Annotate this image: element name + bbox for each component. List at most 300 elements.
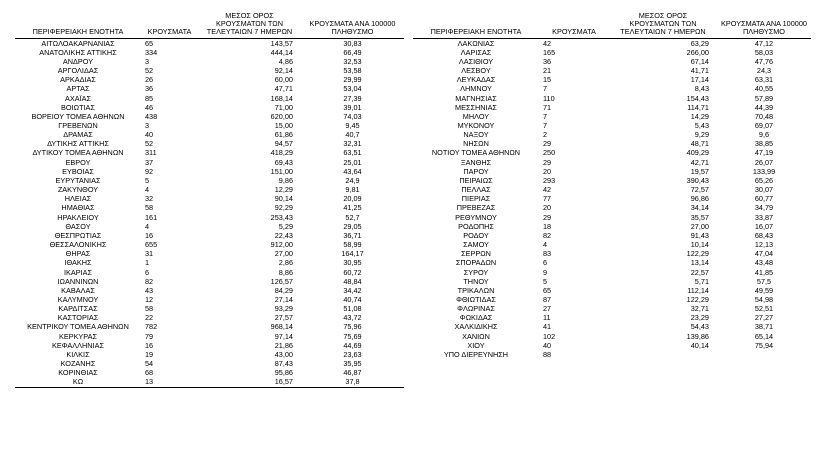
cases-cell: 54: [145, 359, 154, 369]
per100k-cell: 24,3: [756, 66, 772, 76]
region-name-cell: ΡΟΔΟΥ: [463, 230, 489, 240]
region-name-cell: ΛΕΥΚΑΔΑΣ: [456, 75, 496, 85]
avg7-cell: 266,00: [686, 47, 709, 57]
cases-cell: 161: [145, 212, 158, 222]
avg7-cell: 444,14: [270, 47, 293, 57]
per100k-cell: 69,07: [754, 121, 774, 131]
avg7-cell: 968,14: [270, 322, 293, 332]
per100k-cell: 38,71: [754, 322, 774, 332]
per100k-cell: 39,01: [343, 102, 362, 112]
region-name-cell: ΔΡΑΜΑΣ: [63, 130, 93, 140]
per100k-cell: 75,69: [343, 331, 362, 341]
region-name-cell: ΑΡΤΑΣ: [66, 84, 90, 94]
cases-cell: 83: [543, 249, 552, 259]
cases-cell: 40: [145, 130, 154, 140]
cases-cell: 37: [145, 157, 154, 167]
region-name-cell: ΕΥΒΟΙΑΣ: [62, 166, 94, 176]
cases-cell: 58: [145, 304, 154, 314]
cases-cell: 27: [543, 304, 552, 314]
region-name-cell: ΕΥΡΥΤΑΝΙΑΣ: [55, 175, 101, 185]
per100k-cell: 75,96: [343, 322, 362, 332]
per100k-cell: 37,8: [301, 377, 404, 387]
avg7-cell: 9,86: [278, 175, 293, 185]
table-row: [15, 112, 404, 121]
cases-cell: 42: [543, 38, 552, 48]
region-name-cell: ΠΡΕΒΕΖΑΣ: [456, 203, 496, 213]
cases-cell: 68: [145, 368, 154, 378]
per100k-cell: 58,99: [343, 240, 362, 250]
avg7-cell: 418,29: [270, 148, 293, 158]
per100k-cell: 43,48: [754, 258, 774, 268]
avg7-cell: 14,29: [690, 111, 709, 121]
table-row: [413, 258, 811, 267]
region-name-cell: ΑΙΤΩΛΟΑΚΑΡΝΑΝΙΑΣ: [41, 38, 115, 48]
region-name-cell: ΛΑΚΩΝΙΑΣ: [457, 38, 495, 48]
region-name-cell: ΣΥΡΟΥ: [463, 267, 489, 277]
per100k-cell: 60,72: [343, 267, 362, 277]
avg7-cell: 54,43: [690, 322, 709, 332]
cases-cell: 65: [145, 38, 154, 48]
region-name-cell: ΙΩΑΝΝΙΝΩΝ: [57, 276, 99, 286]
region-name-cell: ΖΑΚΥΝΘΟΥ: [57, 185, 99, 195]
per100k-cell: 70,48: [754, 111, 774, 121]
left-table-body: [15, 38, 404, 387]
cases-cell: 16: [145, 230, 154, 240]
avg7-cell: 84,29: [274, 285, 293, 295]
per100k-cell: 27,27: [754, 313, 774, 323]
cases-cell: 36: [543, 56, 552, 66]
per100k-cell: 43,72: [343, 313, 362, 323]
avg7-cell: 151,00: [270, 166, 293, 176]
table-row: [15, 176, 404, 185]
per100k-cell: 41,85: [754, 267, 774, 277]
avg7-cell: 63,29: [690, 38, 709, 48]
table-row: [15, 38, 404, 48]
table-row: [15, 304, 404, 313]
per100k-cell: 12,13: [754, 240, 774, 250]
cases-cell: 18: [543, 221, 552, 231]
avg7-cell: 126,57: [270, 276, 293, 286]
avg7-cell: 41,71: [690, 66, 709, 76]
region-name-cell: ΡΟΔΟΠΗΣ: [458, 221, 494, 231]
table-row: [413, 112, 811, 121]
cases-cell: 6: [145, 267, 150, 277]
table-row: [15, 121, 404, 130]
table-row: [15, 66, 404, 75]
avg7-cell: 168,14: [270, 93, 293, 103]
region-name-cell: ΦΛΩΡΙΝΑΣ: [457, 304, 495, 314]
avg7-cell: 409,29: [686, 148, 709, 158]
column-header-cases: ΚΡΟΥΣΜΑΤΑ: [539, 12, 609, 38]
cases-cell: 5: [145, 175, 150, 185]
per100k-cell: 53,58: [343, 66, 362, 76]
table-row: [15, 350, 404, 359]
per100k-cell: 30,83: [343, 38, 362, 48]
avg7-cell: 94,57: [274, 139, 293, 149]
per100k-cell: 47,04: [754, 249, 774, 259]
avg7-cell: 4,86: [278, 56, 293, 66]
cases-cell: 40: [543, 340, 552, 350]
region-name-cell: ΜΥΚΟΝΟΥ: [457, 121, 495, 131]
per100k-cell: 65,26: [754, 175, 774, 185]
per100k-cell: 9,81: [345, 185, 360, 195]
per100k-cell: 68,43: [754, 230, 774, 240]
cases-cell: 7: [543, 84, 548, 94]
table-row: [15, 322, 404, 331]
avg7-cell: 90,14: [274, 194, 293, 204]
cases-cell: 20: [543, 166, 552, 176]
table-row: [15, 359, 404, 368]
avg7-cell: 91,43: [690, 230, 709, 240]
avg7-cell: 61,86: [274, 130, 293, 140]
region-name-cell: ΚΕΡΚΥΡΑΣ: [58, 331, 98, 341]
column-header-avg7: ΜΕΣΟΣ ΟΡΟΣ ΚΡΟΥΣΜΑΤΩΝ ΤΩΝ ΤΕΛΕΥΤΑΙΩΝ 7 ΗΜΕΡΩΝ: [609, 12, 717, 38]
cases-cell: 7: [543, 121, 548, 131]
region-name-cell: ΚΟΡΙΝΘΙΑΣ: [58, 368, 98, 378]
avg7-cell: 5,29: [278, 221, 293, 231]
per100k-cell: 47,19: [754, 148, 774, 158]
region-name-cell: ΠΕΛΛΑΣ: [461, 185, 491, 195]
avg7-cell: 620,00: [270, 111, 293, 121]
table-row: [413, 277, 811, 286]
table-row: [15, 75, 404, 84]
table-row: [15, 213, 404, 222]
table-row: [413, 341, 811, 350]
cases-cell: 31: [145, 249, 154, 259]
avg7-cell: 9,29: [694, 130, 709, 140]
region-name-cell: ΚΙΛΚΙΣ: [66, 349, 90, 359]
region-name-cell: ΒΟΡΕΙΟΥ ΤΟΜΕΑ ΑΘΗΝΩΝ: [31, 111, 125, 121]
avg7-cell: 96,86: [690, 194, 709, 204]
avg7-cell: 23,29: [690, 313, 709, 323]
avg7-cell: 27,57: [274, 313, 293, 323]
cases-cell: 42: [543, 185, 552, 195]
table-row: [15, 295, 404, 304]
avg7-cell: 34,14: [690, 203, 709, 213]
header-row: [15, 12, 404, 38]
avg7-cell: 48,71: [690, 139, 709, 149]
region-name-cell: ΜΑΓΝΗΣΙΑΣ: [455, 93, 497, 103]
avg7-cell: 47,71: [274, 84, 293, 94]
table-row: [15, 185, 404, 194]
column-header-region: ΠΕΡΙΦΕΡΕΙΑΚΗ ΕΝΟΤΗΤΑ: [413, 12, 539, 38]
region-name-cell: ΣΠΟΡΑΔΩΝ: [455, 258, 497, 268]
region-name-cell: ΝΑΞΟΥ: [463, 130, 489, 140]
region-name-cell: ΛΑΡΙΣΑΣ: [460, 47, 492, 57]
avg7-cell: 27,00: [690, 221, 709, 231]
table-row: [413, 38, 811, 48]
table-row: [413, 66, 811, 75]
cases-cell: 36: [145, 84, 154, 94]
region-name-cell: ΘΕΣΠΡΩΤΙΑΣ: [54, 230, 102, 240]
avg7-cell: 22,57: [690, 267, 709, 277]
region-name-cell: ΦΘΙΩΤΙΔΑΣ: [456, 294, 496, 304]
table-row: [15, 368, 404, 377]
table-row: [15, 377, 404, 387]
per100k-cell: 66,49: [343, 47, 362, 57]
cases-cell: 102: [543, 331, 556, 341]
region-name-cell: ΚΑΒΑΛΑΣ: [61, 285, 95, 295]
per100k-cell: 54,98: [754, 294, 774, 304]
table-row: [15, 249, 404, 258]
avg7-cell: 43,00: [274, 349, 293, 359]
table-row: [15, 277, 404, 286]
region-name-cell: ΧΑΝΙΩΝ: [462, 331, 490, 341]
column-header-region: ΠΕΡΙΦΕΡΕΙΑΚΗ ΕΝΟΤΗΤΑ: [15, 12, 141, 38]
per100k-cell: 57,5: [756, 276, 772, 286]
avg7-cell: 8,43: [694, 84, 709, 94]
table-row: [413, 84, 811, 93]
cases-cell: 52: [145, 66, 154, 76]
per100k-cell: 43,64: [343, 166, 362, 176]
cases-cell: 77: [543, 194, 552, 204]
avg7-cell: 139,86: [686, 331, 709, 341]
region-name-cell: ΑΝΑΤΟΛΙΚΗΣ ΑΤΤΙΚΗΣ: [39, 47, 117, 57]
region-name-cell: ΗΜΑΘΙΑΣ: [61, 203, 95, 213]
table-row: [15, 48, 404, 57]
per100k-cell: 65,14: [754, 331, 774, 341]
avg7-cell: 2,86: [278, 258, 293, 268]
cases-cell: 13: [141, 377, 198, 387]
table-row: [413, 148, 811, 157]
region-name-cell: ΓΡΕΒΕΝΩΝ: [58, 121, 98, 131]
table-row: [15, 148, 404, 157]
avg7-cell: 8,86: [278, 267, 293, 277]
left-region-table: [15, 12, 404, 388]
table-row: [413, 322, 811, 331]
region-name-cell: ΘΑΣΟΥ: [65, 221, 91, 231]
per100k-cell: 57,89: [754, 93, 774, 103]
per100k-cell: 133,99: [752, 166, 776, 176]
column-header-per100k: ΚΡΟΥΣΜΑΤΑ ΑΝΑ 100000 ΠΛΗΘΥΣΜΟ: [717, 12, 811, 38]
region-name-cell: ΚΩ: [15, 377, 141, 387]
region-name-cell: ΚΟΖΑΝΗΣ: [60, 359, 96, 369]
avg7-cell: 19,57: [690, 166, 709, 176]
per100k-cell: 9,6: [758, 130, 770, 140]
per100k-cell: 75,94: [754, 340, 774, 350]
region-name-cell: ΚΕΦΑΛΛΗΝΙΑΣ: [52, 340, 104, 350]
table-row: [413, 268, 811, 277]
cases-cell: 21: [543, 66, 552, 76]
table-row: [15, 103, 404, 112]
avg7-cell: 71,00: [274, 102, 293, 112]
table-row: [413, 103, 811, 112]
avg7-cell: [609, 350, 717, 359]
per100k-cell: 25,01: [343, 157, 362, 167]
table-row: [413, 194, 811, 203]
cases-cell: 82: [145, 276, 154, 286]
per100k-cell: 9,45: [345, 121, 360, 131]
table-row: [413, 139, 811, 148]
avg7-cell: 72,57: [690, 185, 709, 195]
region-name-cell: ΜΗΛΟΥ: [462, 111, 490, 121]
cases-cell: 438: [145, 111, 158, 121]
region-name-cell: ΞΑΝΘΗΣ: [460, 157, 492, 167]
cases-cell: 5: [543, 276, 548, 286]
per100k-cell: 44,39: [754, 102, 774, 112]
cases-cell: 15: [543, 75, 552, 85]
table-row: [413, 304, 811, 313]
table-row: [413, 222, 811, 231]
avg7-cell: 35,57: [690, 212, 709, 222]
region-name-cell: ΜΕΣΣΗΝΙΑΣ: [455, 102, 497, 112]
per100k-cell: 23,63: [343, 349, 362, 359]
region-name-cell: ΚΕΝΤΡΙΚΟΥ ΤΟΜΕΑ ΑΘΗΝΩΝ: [27, 322, 129, 332]
avg7-cell: 97,14: [274, 331, 293, 341]
region-name-cell: ΣΕΡΡΩΝ: [461, 249, 491, 259]
region-name-cell: ΧΙΟΥ: [467, 340, 485, 350]
region-name-cell: ΙΚΑΡΙΑΣ: [63, 267, 93, 277]
cases-cell: 92: [145, 166, 154, 176]
per100k-cell: 32,31: [343, 139, 362, 149]
region-name-cell: ΚΑΡΔΙΤΣΑΣ: [58, 304, 98, 314]
avg7-cell: 15,00: [274, 121, 293, 131]
cases-cell: 110: [543, 93, 555, 103]
table-row: [15, 222, 404, 231]
avg7-cell: 122,29: [686, 294, 709, 304]
avg7-cell: 5,71: [694, 276, 709, 286]
region-name-cell: ΧΑΛΚΙΔΙΚΗΣ: [454, 322, 498, 332]
cases-cell: 52: [145, 139, 154, 149]
per100k-cell: 24,9: [345, 175, 360, 185]
table-row: [15, 94, 404, 103]
avg7-cell: 21,86: [274, 340, 293, 350]
per100k-cell: 40,74: [343, 294, 362, 304]
cases-cell: 11: [543, 313, 551, 323]
region-name-cell: ΤΗΝΟΥ: [463, 276, 489, 286]
per100k-cell: 49,59: [754, 285, 774, 295]
region-name-cell: ΙΘΑΚΗΣ: [64, 258, 92, 268]
cases-cell: 82: [543, 230, 552, 240]
table-row: [15, 139, 404, 148]
column-header-avg7: ΜΕΣΟΣ ΟΡΟΣ ΚΡΟΥΣΜΑΤΩΝ ΤΩΝ ΤΕΛΕΥΤΑΙΩΝ 7 ΗΜΕΡΩΝ: [198, 12, 301, 38]
region-name-cell: ΚΑΛΥΜΝΟΥ: [57, 294, 99, 304]
right-table-body: [413, 38, 811, 359]
table-row: [413, 332, 811, 341]
per100k-cell: 29,99: [343, 75, 362, 85]
table-row: [15, 286, 404, 295]
region-name-cell: ΑΧΑΪΑΣ: [64, 93, 91, 103]
cases-cell: 782: [145, 322, 158, 332]
avg7-cell: 143,57: [270, 38, 293, 48]
per100k-cell: 36,71: [343, 230, 362, 240]
cases-cell: 655: [145, 240, 158, 250]
cases-cell: 85: [145, 93, 154, 103]
cases-cell: 87: [543, 294, 552, 304]
table-row: [15, 231, 404, 240]
per100k-cell: 26,07: [754, 157, 774, 167]
per100k-cell: 30,95: [343, 258, 362, 268]
per100k-cell: 47,76: [754, 56, 774, 66]
cases-cell: 16: [145, 340, 154, 350]
table-row: [15, 332, 404, 341]
per100k-cell: 60,77: [754, 194, 774, 204]
avg7-cell: 253,43: [270, 212, 293, 222]
avg7-cell: 40,14: [690, 340, 709, 350]
table-row: [413, 121, 811, 130]
table-row: [15, 203, 404, 212]
avg7-cell: 93,29: [274, 304, 293, 314]
region-name-cell: ΗΛΕΙΑΣ: [64, 194, 92, 204]
cases-cell: 250: [543, 148, 556, 158]
table-row: [15, 268, 404, 277]
cases-cell: 22: [145, 313, 154, 323]
per100k-cell: 41,25: [343, 203, 362, 213]
table-row: [413, 240, 811, 249]
per100k-cell: 44,69: [343, 340, 362, 350]
cases-cell: 293: [543, 175, 556, 185]
table-row: [413, 231, 811, 240]
cases-cell: 88: [543, 349, 552, 359]
cases-cell: 7: [543, 111, 548, 121]
table-row: [413, 48, 811, 57]
per100k-cell: 47,12: [754, 38, 774, 48]
table-row: [413, 57, 811, 66]
avg7-cell: 87,43: [274, 359, 293, 369]
cases-cell: 3: [145, 56, 150, 66]
region-name-cell: ΛΗΜΝΟΥ: [460, 84, 492, 94]
table-row: [15, 167, 404, 176]
region-name-cell: ΘΕΣΣΑΛΟΝΙΚΗΣ: [49, 240, 107, 250]
avg7-cell: 92,29: [274, 203, 293, 213]
cases-cell: 71: [543, 102, 552, 112]
avg7-cell: 60,00: [274, 75, 293, 85]
per100k-cell: 27,39: [343, 93, 362, 103]
table-row: [15, 240, 404, 249]
cases-cell: 43: [145, 285, 154, 295]
cases-cell: 46: [145, 102, 154, 112]
region-name-cell: ΑΡΓΟΛΙΔΑΣ: [57, 66, 99, 76]
table-row: [413, 167, 811, 176]
avg7-cell: 13,14: [690, 258, 709, 268]
table-row: [413, 158, 811, 167]
region-name-cell: ΠΙΕΡΙΑΣ: [461, 194, 491, 204]
avg7-cell: 95,86: [274, 368, 293, 378]
cases-cell: 4: [543, 240, 548, 250]
table-row: [413, 75, 811, 84]
avg7-cell: 22,43: [274, 230, 293, 240]
region-name-cell: ΕΒΡΟΥ: [65, 157, 91, 167]
avg7-cell: 122,29: [686, 249, 709, 259]
table-row: [15, 258, 404, 267]
cases-cell: 29: [543, 157, 552, 167]
region-name-cell: ΚΑΣΤΟΡΙΑΣ: [57, 313, 99, 323]
avg7-cell: 154,43: [686, 93, 709, 103]
region-name-cell: ΑΡΚΑΔΙΑΣ: [60, 75, 96, 85]
per100k-cell: 20,09: [343, 194, 362, 204]
table-row: [15, 194, 404, 203]
cases-cell: 41: [543, 322, 552, 332]
per100k-cell: 34,42: [343, 285, 362, 295]
cases-cell: 1: [145, 258, 150, 268]
cases-cell: 19: [145, 349, 154, 359]
region-name-cell: ΝΗΣΩΝ: [463, 139, 489, 149]
per100k-cell: 16,07: [754, 221, 774, 231]
region-name-cell: ΑΝΔΡΟΥ: [62, 56, 94, 66]
per100k-cell: 33,87: [754, 212, 774, 222]
per100k-cell: 30,07: [754, 185, 774, 195]
per100k-cell: 34,79: [754, 203, 774, 213]
cases-cell: 4: [145, 221, 150, 231]
table-row: [413, 176, 811, 185]
region-name-cell: ΘΗΡΑΣ: [65, 249, 91, 259]
avg7-cell: 27,14: [274, 294, 293, 304]
cases-cell: 6: [543, 258, 548, 268]
per100k-cell: 51,08: [343, 304, 362, 314]
cases-cell: 79: [145, 331, 154, 341]
cases-cell: 29: [543, 139, 552, 149]
region-name-cell: ΡΕΘΥΜΝΟΥ: [455, 212, 497, 222]
